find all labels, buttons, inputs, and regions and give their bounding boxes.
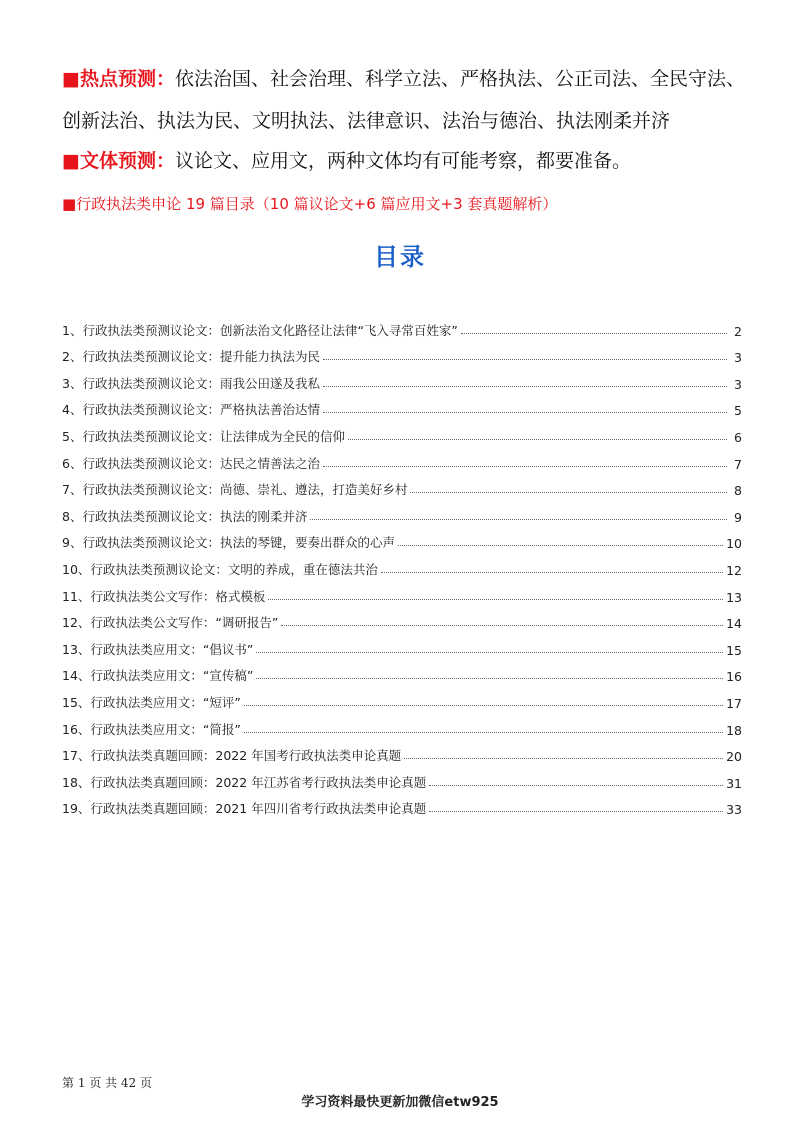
toc-entry-page: 16 bbox=[726, 669, 742, 685]
dot-leader bbox=[429, 785, 723, 786]
toc-entry[interactable] bbox=[62, 791, 742, 818]
toc-entry-page: 14 bbox=[726, 616, 742, 632]
toc-entry-title: 6、行政执法类预测议论文：达民之情善法之治 bbox=[62, 455, 320, 471]
toc-entry-title: 17、行政执法类真题回顾：2022 年国考行政执法类申论真题 bbox=[62, 748, 402, 764]
footer-note: 学习资料最快更新加微信etw925 bbox=[301, 1095, 499, 1110]
toc-entry-title: 3、行政执法类预测议论文：雨我公田遂及我私 bbox=[62, 375, 320, 391]
toc-entry[interactable] bbox=[62, 605, 742, 632]
toc-entry-title: 11、行政执法类公文写作：格式模板 bbox=[62, 588, 266, 604]
toc-entry-page: 18 bbox=[726, 722, 742, 738]
dot-leader bbox=[256, 678, 723, 679]
table-of-contents bbox=[62, 312, 742, 817]
toc-entry-title: 15、行政执法类应用文：“短评” bbox=[62, 694, 241, 710]
toc-entry-page: 31 bbox=[726, 775, 742, 791]
hotspot-label: 热点预测： bbox=[79, 68, 175, 90]
dot-leader bbox=[256, 652, 723, 653]
toc-entry-title: 12、行政执法类公文写作：“调研报告” bbox=[62, 615, 279, 631]
page-number: 第 1 页 共 42 页 bbox=[62, 1076, 152, 1090]
toc-entry[interactable] bbox=[62, 312, 742, 339]
toc-entry-title: 16、行政执法类应用文：“简报” bbox=[62, 721, 241, 737]
toc-entry[interactable] bbox=[62, 525, 742, 552]
toc-entry-page: 9 bbox=[734, 509, 742, 525]
toc-entry[interactable] bbox=[62, 472, 742, 499]
toc-entry[interactable] bbox=[62, 365, 742, 392]
toc-entry-page: 12 bbox=[726, 562, 742, 578]
toc-entry[interactable] bbox=[62, 738, 742, 765]
square-bullet-icon: ■ bbox=[62, 150, 80, 172]
toc-subtitle: ■行政执法类申论 19 篇目录（10 篇议论文+6 篇应用文+3 套真题解析） bbox=[62, 195, 558, 213]
toc-entry-page: 6 bbox=[734, 429, 742, 445]
toc-entry-page: 5 bbox=[734, 403, 742, 419]
toc-entry-title: 9、行政执法类预测议论文：执法的琴键，要奏出群众的心声 bbox=[62, 535, 395, 551]
toc-entry[interactable] bbox=[62, 498, 742, 525]
page-title: 目录 bbox=[374, 243, 426, 271]
toc-entry[interactable] bbox=[62, 339, 742, 366]
dot-leader bbox=[323, 466, 727, 467]
toc-entry-title: 18、行政执法类真题回顾：2022 年江苏省考行政执法类申论真题 bbox=[62, 774, 427, 790]
toc-entry[interactable] bbox=[62, 711, 742, 738]
toc-entry-page: 20 bbox=[726, 749, 742, 765]
dot-leader bbox=[244, 732, 723, 733]
toc-entry[interactable] bbox=[62, 392, 742, 419]
toc-entry-title: 8、行政执法类预测议论文：执法的刚柔并济 bbox=[62, 508, 308, 524]
toc-entry-page: 3 bbox=[734, 376, 742, 392]
toc-entry-title: 10、行政执法类预测议论文：文明的养成，重在德法共治 bbox=[62, 561, 378, 577]
toc-entry-page: 3 bbox=[734, 350, 742, 366]
toc-entry-page: 10 bbox=[726, 536, 742, 552]
dot-leader bbox=[381, 572, 723, 573]
toc-entry-page: 13 bbox=[726, 589, 742, 605]
genre-prediction bbox=[62, 140, 752, 182]
dot-leader bbox=[268, 599, 723, 600]
toc-entry-title: 19、行政执法类真题回顾：2021 年四川省考行政执法类申论真题 bbox=[62, 801, 427, 817]
toc-entry[interactable] bbox=[62, 631, 742, 658]
square-bullet-icon: ■ bbox=[62, 68, 80, 90]
dot-leader bbox=[348, 439, 727, 440]
genre-text: 议论文、应用文，两种文体均有可能考察，都要准备。 bbox=[174, 150, 631, 172]
toc-entry-title: 14、行政执法类应用文：“宣传稿” bbox=[62, 668, 254, 684]
dot-leader bbox=[398, 545, 723, 546]
dot-leader bbox=[404, 758, 723, 759]
dot-leader bbox=[323, 359, 727, 360]
toc-entry[interactable] bbox=[62, 764, 742, 791]
dot-leader bbox=[281, 625, 723, 626]
dot-leader bbox=[429, 811, 723, 812]
dot-leader bbox=[310, 519, 727, 520]
toc-entry[interactable] bbox=[62, 658, 742, 685]
toc-entry[interactable] bbox=[62, 551, 742, 578]
toc-entry-title: 7、行政执法类预测议论文：尚德、崇礼、遵法，打造美好乡村 bbox=[62, 482, 408, 498]
hotspot-text: 依法治国、社会治理、科学立法、严格执法、公正司法、全民守法、创新法治、执法为民、文明执法、法律意识、法治与德治、执法刚柔并济 bbox=[62, 68, 745, 132]
toc-entry-title: 13、行政执法类应用文：“倡议书” bbox=[62, 641, 254, 657]
toc-entry-title: 5、行政执法类预测议论文：让法律成为全民的信仰 bbox=[62, 428, 345, 444]
toc-entry-page: 2 bbox=[734, 323, 742, 339]
toc-entry-page: 8 bbox=[734, 483, 742, 499]
toc-entry[interactable] bbox=[62, 445, 742, 472]
toc-entry-page: 7 bbox=[734, 456, 742, 472]
dot-leader bbox=[323, 412, 727, 413]
toc-entry[interactable] bbox=[62, 684, 742, 711]
toc-entry-page: 33 bbox=[726, 802, 742, 818]
hotspot-prediction bbox=[62, 58, 752, 142]
toc-entry-page: 15 bbox=[726, 642, 742, 658]
toc-entry-title: 2、行政执法类预测议论文：提升能力执法为民 bbox=[62, 349, 320, 365]
toc-entry[interactable] bbox=[62, 418, 742, 445]
toc-entry-page: 17 bbox=[726, 695, 742, 711]
toc-entry-title: 4、行政执法类预测议论文：严格执法善治达情 bbox=[62, 402, 320, 418]
genre-label: 文体预测： bbox=[79, 150, 175, 172]
toc-entry[interactable] bbox=[62, 578, 742, 605]
dot-leader bbox=[461, 333, 727, 334]
dot-leader bbox=[244, 705, 723, 706]
toc-entry-title: 1、行政执法类预测议论文：创新法治文化路径让法律“飞入寻常百姓家” bbox=[62, 322, 458, 338]
dot-leader bbox=[410, 492, 727, 493]
dot-leader bbox=[323, 386, 727, 387]
